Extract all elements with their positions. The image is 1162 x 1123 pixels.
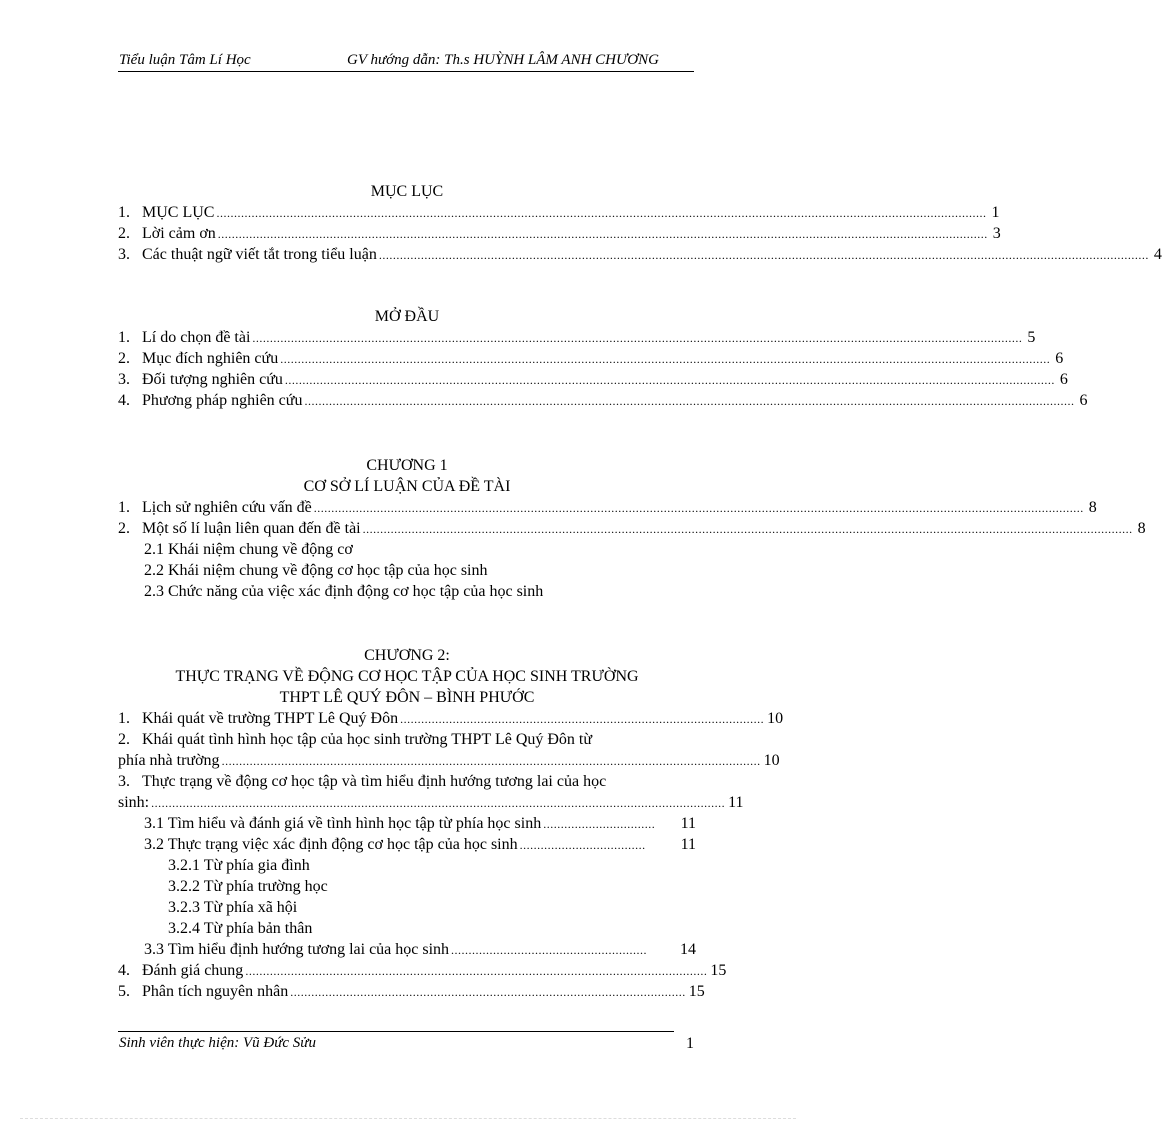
page-ref: 11 [680,815,696,832]
page-ref: 6 [1055,350,1064,367]
chapter-title-line2: THPT LÊ QUÝ ĐÔN – BÌNH PHƯỚC [279,689,535,706]
toc-subitems [118,539,696,602]
header-course-title: Tiểu luận Tâm Lí Học [119,52,251,68]
toc-subentry[interactable]: 2.3 Chức năng của việc xác định động cơ học tập của học sinh [144,583,544,600]
toc-subentry[interactable]: 3.2 Thực trạng việc xác định động cơ học tập của học sinh .................................... 11 [118,834,696,855]
header-rule [118,71,694,72]
leader-dots: .................................................................................................................................................................... [151,796,726,810]
section-mo-dau [118,306,1088,411]
chapter-title-line1: THỰC TRẠNG VỀ ĐỘNG CƠ HỌC TẬP CỦA HỌC SINH TRƯỜNG [175,668,639,685]
leader-dots: .......................................................................................................................................................... [221,754,761,768]
leader-dots: .................................................................................................................................... [245,964,708,978]
footer-rule [118,1031,674,1032]
header-instructor: GV hướng dẫn: Th.s HUỲNH LÂM ANH CHƯƠNG [347,52,659,68]
toc-entry-multiline[interactable]: 3. Thực trạng về động cơ học tập và tìm hiểu định hướng tương lai của học [118,773,607,790]
page-ref: 8 [1088,499,1097,516]
page-ref: 15 [688,983,705,1000]
page-ref: 14 [680,941,696,958]
leader-dots: ............................................................................................................................................................................................................................ [378,248,1149,262]
toc-entry[interactable]: 3. Đối tượng nghiên cứu ............................................................................................................................................................................................................................ 6 [118,369,696,390]
leader-dots: ........................................................................................................ [400,712,765,726]
footer-student: Sinh viên thực hiện: Vũ Đức Sửu [119,1035,316,1051]
toc-subentry[interactable]: 3.2.3 Từ phía xã hội [168,899,298,916]
toc-entry[interactable]: 2. Mục đích nghiên cứu ............................................................................................................................................................................................................................ 6 [118,348,696,369]
toc-entry[interactable]: 4. Đánh giá chung .................................................................................................................................... 15 [118,960,696,981]
toc-subentry[interactable]: 2.1 Khái niệm chung về động cơ [144,541,353,558]
page-ref: 5 [1027,329,1036,346]
leader-dots: ............................................................................................................................................................................................................................ [362,522,1133,536]
toc-entry-continuation: sinh: .................................................................................................................................................................... 11 [118,792,696,813]
toc-rows [118,202,1162,265]
toc-subentry[interactable]: 2.2 Khái niệm chung về động cơ học tập của học sinh [144,562,488,579]
page-ref: 6 [1079,392,1088,409]
leader-dots: ............................................................................................................................................................................................................................ [304,394,1075,408]
toc-subentry[interactable]: 3.2.4 Từ phía bản thân [168,920,313,937]
page-ref: 10 [763,752,780,769]
leader-dots: ............................................................................................................................................................................................................................ [217,227,988,241]
leader-dots: ................................................................................................................. [290,985,686,999]
section-chuong-2 [118,645,784,1002]
page-ref: 3 [992,225,1001,242]
toc-subentry[interactable]: 3.3 Tìm hiểu định hướng tương lai của học sinh ........................................................ 14 [118,939,696,960]
section-muc-luc [118,181,1162,265]
toc-entry[interactable]: 4. Phương pháp nghiên cứu ............................................................................................................................................................................................................................ 6 [118,390,696,411]
section-title: MỞ ĐẦU [374,308,440,325]
toc-rows [118,327,1088,411]
toc-rows [118,497,1146,539]
leader-dots: ............................................................................................................................................................................................................................ [216,206,987,220]
leader-dots: ................................ [543,817,656,831]
leader-dots: ............................................................................................................................................................................................................................ [284,373,1055,387]
toc-entry[interactable]: 1. Lí do chọn đề tài ............................................................................................................................................................................................................................ 5 [118,327,696,348]
toc-entry[interactable]: 1. MỤC LỤC ............................................................................................................................................................................................................................ 1 [118,202,696,223]
page-ref: 15 [710,962,727,979]
toc-entry[interactable]: 1. Lịch sử nghiên cứu vấn đề ............................................................................................................................................................................................................................ 8 [118,497,696,518]
toc-subsubitems [118,855,696,939]
leader-dots: ............................................................................................................................................................................................................................ [252,331,1023,345]
section-chuong-1 [118,455,1146,602]
page-ref: 11 [680,836,696,853]
chapter-number: CHƯƠNG 1 [366,457,448,474]
section-title: MỤC LỤC [370,183,444,200]
page-ref: 6 [1059,371,1068,388]
toc-entry[interactable]: 2. Lời cảm ơn ............................................................................................................................................................................................................................ 3 [118,223,696,244]
toc-entry[interactable]: 5. Phân tích nguyên nhân ................................................................................................................. 15 [118,981,696,1002]
page-ref: 10 [767,710,784,727]
page-edge [20,1118,796,1119]
toc-entry[interactable]: 1. Khái quát về trường THPT Lê Quý Đôn ........................................................................................................ 10 [118,708,696,729]
leader-dots: .................................... [519,838,646,852]
page-ref: 8 [1137,520,1146,537]
page-ref: 4 [1153,246,1162,263]
toc-subentry[interactable]: 3.1 Tìm hiểu và đánh giá về tình hình học tập từ phía học sinh ................................ 11 [118,813,696,834]
toc-entry-multiline[interactable]: 2. Khái quát tình hình học tập của học sinh trường THPT Lê Quý Đôn từ [118,731,593,748]
toc-entry-continuation: phía nhà trường .......................................................................................................................................................... 10 [118,750,696,771]
leader-dots: ............................................................................................................................................................................................................................ [280,352,1051,366]
footer-page-number: 1 [686,1035,694,1052]
toc-subentry[interactable]: 3.2.2 Từ phía trường học [168,878,328,895]
toc-entry[interactable]: 2. Một số lí luận liên quan đến đề tài ............................................................................................................................................................................................................................ 8 [118,518,696,539]
page-ref: 11 [728,794,744,811]
chapter-number: CHƯƠNG 2: [364,647,450,664]
page-ref: 1 [991,204,1000,221]
toc-subentry[interactable]: 3.2.1 Từ phía gia đình [168,857,310,874]
toc-entry[interactable]: 3. Các thuật ngữ viết tắt trong tiểu luận ............................................................................................................................................................................................................................ 4 [118,244,696,265]
leader-dots: ........................................................ [451,943,648,957]
chapter-title: CƠ SỞ LÍ LUẬN CỦA ĐỀ TÀI [303,478,511,495]
leader-dots: ............................................................................................................................................................................................................................ [313,501,1084,515]
